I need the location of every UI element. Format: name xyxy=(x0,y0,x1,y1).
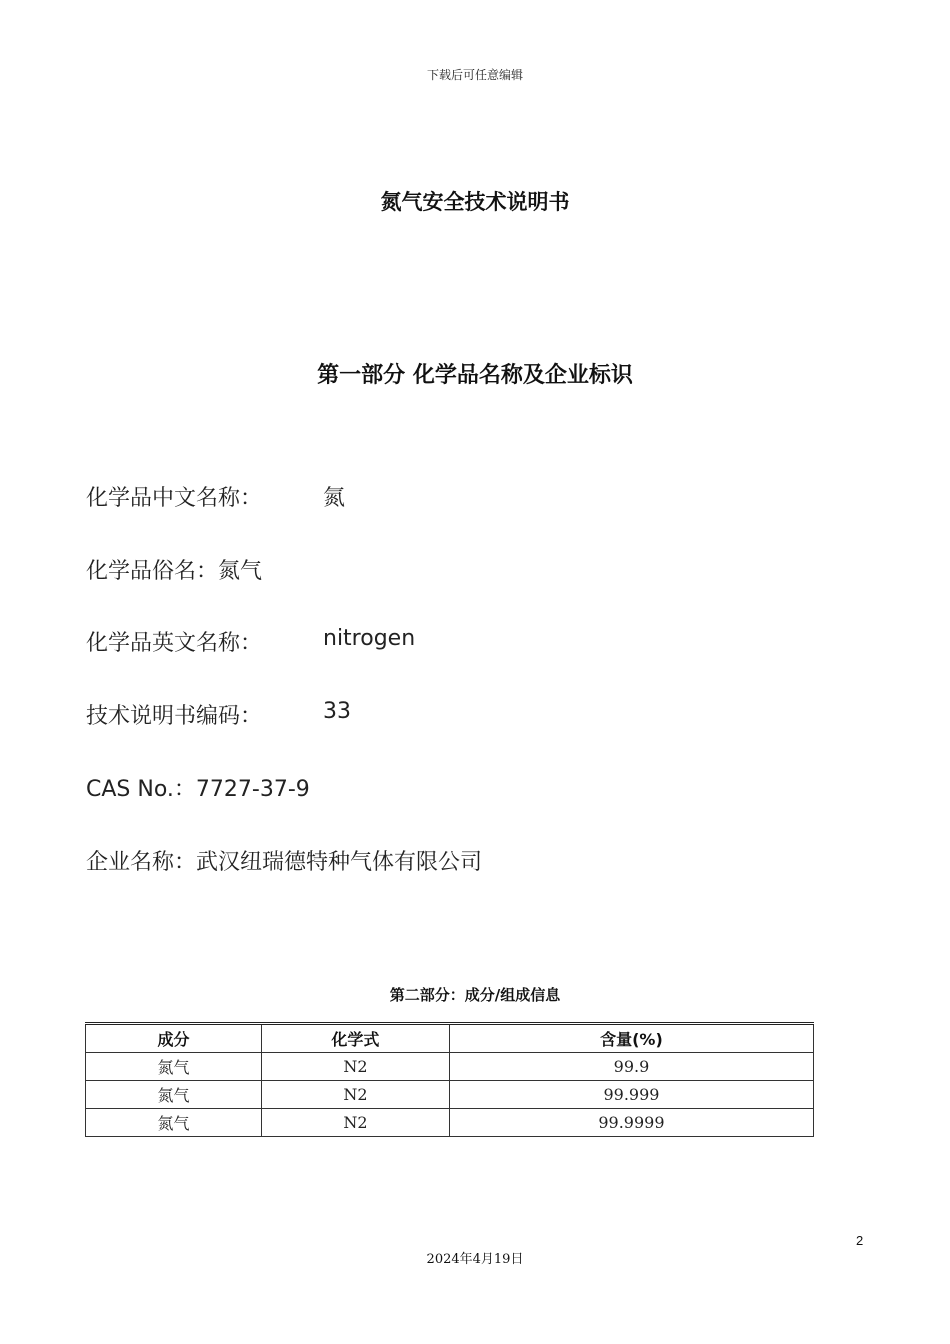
page-number: 2 xyxy=(856,1233,864,1248)
table-row xyxy=(86,1053,814,1081)
table-row xyxy=(86,1109,814,1137)
cell-formula: N2 xyxy=(261,1081,449,1109)
field-label: 化学品俗名：氮气 xyxy=(86,559,263,584)
cell-component: 氮气 xyxy=(86,1109,262,1137)
section-two-heading: 第二部分：成分/组成信息 xyxy=(389,986,561,1004)
composition-table xyxy=(85,1022,814,1137)
field-label: 技术说明书编码： xyxy=(86,704,263,729)
cell-content: 99.9999 xyxy=(449,1109,813,1137)
column-header-formula: 化学式 xyxy=(261,1024,449,1053)
field-label: 化学品中文名称： xyxy=(86,486,263,511)
field-value: 氮 xyxy=(323,486,346,511)
cell-content: 99.999 xyxy=(449,1081,813,1109)
field-company-name xyxy=(86,845,482,876)
column-header-component: 成分 xyxy=(86,1024,262,1053)
cell-formula: N2 xyxy=(261,1053,449,1081)
field-value: 33 xyxy=(323,699,351,724)
table-header-row xyxy=(86,1024,814,1053)
document-title: 氮气安全技术说明书 xyxy=(380,190,570,214)
field-label: 化学品英文名称： xyxy=(86,631,263,656)
field-value: nitrogen xyxy=(323,626,416,651)
column-header-content: 含量(%) xyxy=(449,1024,813,1053)
header-note: 下载后可任意编辑 xyxy=(426,68,523,82)
table-row xyxy=(86,1081,814,1109)
footer-date: 2024年4月19日 xyxy=(426,1252,524,1267)
field-chinese-name xyxy=(86,481,346,512)
field-common-name xyxy=(86,554,262,585)
field-cas-number xyxy=(86,772,310,803)
field-label: CAS No.：7727-37-9 xyxy=(86,777,310,802)
cell-component: 氮气 xyxy=(86,1053,262,1081)
cell-content: 99.9 xyxy=(449,1053,813,1081)
section-one-heading: 第一部分 化学品名称及企业标识 xyxy=(317,363,633,388)
field-spec-code xyxy=(86,699,351,730)
field-english-name xyxy=(86,626,416,657)
field-label: 企业名称：武汉纽瑞德特种气体有限公司 xyxy=(86,850,483,875)
cell-formula: N2 xyxy=(261,1109,449,1137)
cell-component: 氮气 xyxy=(86,1081,262,1109)
